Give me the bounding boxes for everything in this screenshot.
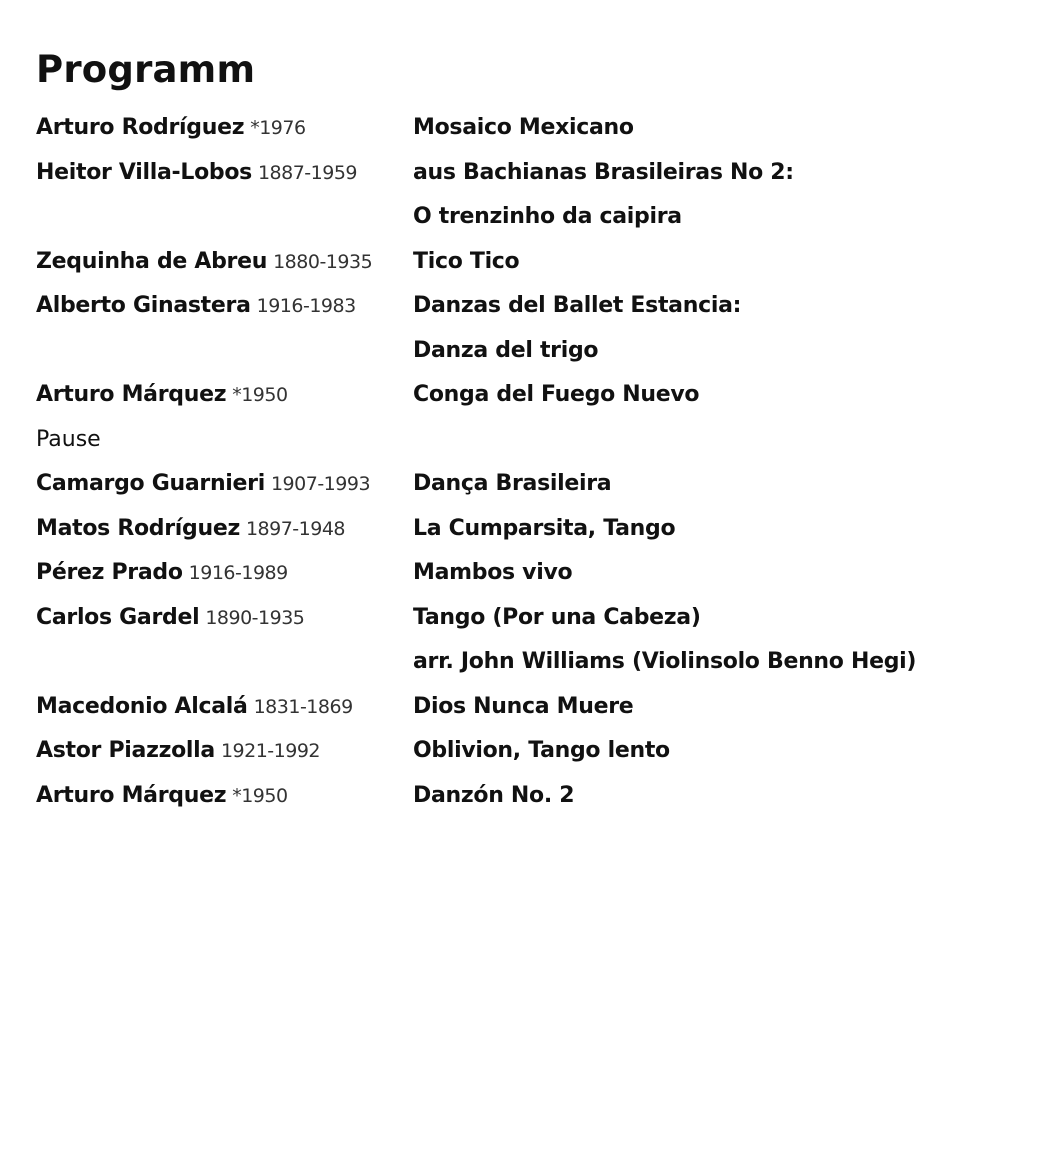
composer-dates: 1880-1935 xyxy=(273,250,373,273)
composer-cell xyxy=(36,373,413,418)
composer-cell xyxy=(36,195,413,240)
work-title: Oblivion, Tango lento xyxy=(413,738,670,763)
composer-cell xyxy=(36,329,413,374)
composer-dates: 1890-1935 xyxy=(205,606,305,629)
composer-name: Astor Piazzolla xyxy=(36,738,215,763)
program-row xyxy=(36,195,1026,240)
composer-cell xyxy=(36,240,413,285)
composer-cell xyxy=(36,685,413,730)
composer-cell xyxy=(36,774,413,819)
program-row xyxy=(36,551,1026,596)
work-title: Dança Brasileira xyxy=(413,471,612,496)
composer-cell xyxy=(36,106,413,151)
work-title: Dios Nunca Muere xyxy=(413,693,634,719)
program-row xyxy=(36,729,1026,774)
composer-cell xyxy=(36,551,413,596)
composer-name: Arturo Márquez xyxy=(36,382,227,407)
composer-cell xyxy=(36,462,413,507)
composer-cell xyxy=(36,507,413,552)
composer-name: Heitor Villa-Lobos xyxy=(36,159,252,185)
pause-label: Pause xyxy=(36,426,101,452)
composer-name: Arturo Rodríguez xyxy=(36,115,245,140)
page-title: Programm xyxy=(36,48,256,91)
work-title: Tango (Por una Cabeza) xyxy=(413,604,701,630)
composer-cell xyxy=(36,596,413,641)
composer-name: Arturo Márquez xyxy=(36,782,227,808)
program-row xyxy=(36,329,1026,374)
work-title: Danzas del Ballet Estancia: xyxy=(413,293,742,318)
program-row xyxy=(36,774,1026,819)
work-title: O trenzinho da caipira xyxy=(413,204,682,229)
composer-cell xyxy=(36,729,413,774)
work-title: Conga del Fuego Nuevo xyxy=(413,382,700,407)
composer-cell xyxy=(36,640,413,685)
pause-cell xyxy=(36,418,413,463)
program-row-pause xyxy=(36,418,1026,463)
work-title: Danza del trigo xyxy=(413,337,599,363)
composer-dates: *1950 xyxy=(232,384,288,406)
composer-dates: *1976 xyxy=(250,117,306,139)
composer-name: Zequinha de Abreu xyxy=(36,248,268,274)
work-title: Mambos vivo xyxy=(413,560,573,585)
composer-name: Alberto Ginastera xyxy=(36,293,251,318)
composer-cell xyxy=(36,284,413,329)
composer-dates: 1921-1992 xyxy=(220,740,321,762)
work-title: La Cumparsita, Tango xyxy=(413,515,676,541)
program-list xyxy=(36,106,1026,818)
program-row xyxy=(36,240,1026,285)
work-title: arr. John Williams (Violinsolo Benno Hegi) xyxy=(413,649,917,674)
program-row xyxy=(36,151,1026,196)
work-title: aus Bachianas Brasileiras No 2: xyxy=(413,159,794,185)
work-title: Mosaico Mexicano xyxy=(413,115,634,140)
composer-dates: 1887-1959 xyxy=(257,161,358,184)
composer-name: Carlos Gardel xyxy=(36,604,200,630)
program-row xyxy=(36,284,1026,329)
program-row xyxy=(36,596,1026,641)
composer-dates: 1907-1993 xyxy=(270,473,371,495)
program-row xyxy=(36,640,1026,685)
program-row xyxy=(36,373,1026,418)
composer-name: Camargo Guarnieri xyxy=(36,471,265,496)
work-title: Danzón No. 2 xyxy=(413,782,575,808)
composer-cell xyxy=(36,151,413,196)
program-row xyxy=(36,685,1026,730)
work-title: Tico Tico xyxy=(413,248,520,274)
composer-dates: 1897-1948 xyxy=(245,517,346,540)
composer-name: Macedonio Alcalá xyxy=(36,693,248,719)
composer-dates: *1950 xyxy=(232,784,288,807)
program-document xyxy=(36,48,1026,818)
composer-dates: 1916-1989 xyxy=(188,562,288,584)
program-row xyxy=(36,507,1026,552)
composer-dates: 1831-1869 xyxy=(253,695,353,718)
program-row xyxy=(36,106,1026,151)
program-row xyxy=(36,462,1026,507)
composer-name: Pérez Prado xyxy=(36,560,183,585)
composer-name: Matos Rodríguez xyxy=(36,515,240,541)
composer-dates: 1916-1983 xyxy=(256,295,356,317)
